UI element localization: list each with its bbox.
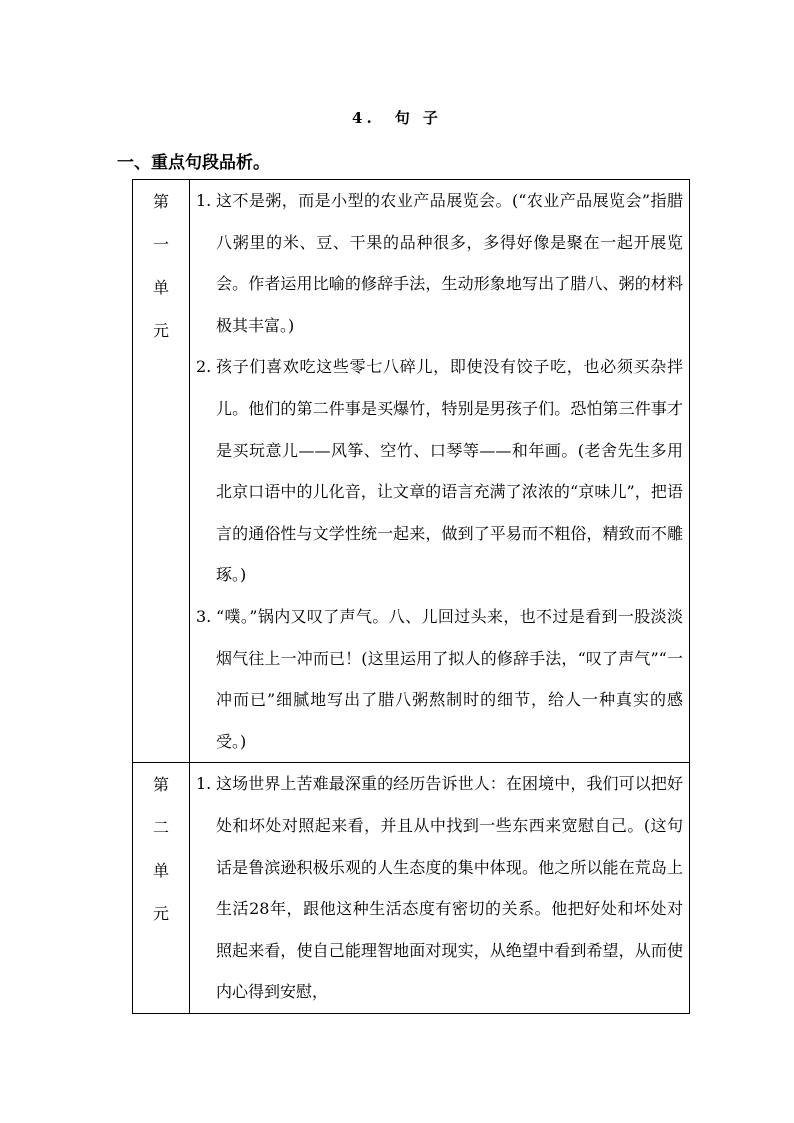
unit-label-char: 第 <box>152 775 169 795</box>
table-row <box>133 763 690 1014</box>
item-number: 1. <box>196 191 212 210</box>
unit-label-char: 元 <box>152 321 169 340</box>
sentence-item <box>196 596 683 762</box>
sentence-item <box>196 763 683 1013</box>
item-text: 孩子们喜欢吃这些零七八碎儿，即使没有饺子吃，也必须买杂拌儿。他们的第二件事是买爆竹，特别是男孩子们。恐怕第三件事才是买玩意儿——风筝、空竹、口琴等——和年画。(老舍先生多用北京口语中的儿化音，让文章的语言充满了浓浓的“京味儿”，把语言的通俗性与文学性统一起来，做到了平易而不粗俗，精致而不雕琢。) <box>216 357 683 585</box>
unit-label-char: 元 <box>152 904 169 924</box>
unit-label-char: 二 <box>152 818 169 838</box>
unit-content-cell <box>190 180 690 763</box>
unit-label-char: 单 <box>152 861 169 881</box>
table-row <box>133 180 690 763</box>
sentence-item <box>196 346 683 596</box>
page-title: 4. 句 子 <box>352 109 442 127</box>
unit-content-cell <box>190 763 690 1014</box>
item-number: 2. <box>196 357 212 377</box>
item-text: 这场世界上苦难最深重的经历告诉世人：在困境中，我们可以把好处和坏处对照起来看，并且从中找到一些东西来宽慰自己。(这句话是鲁滨逊积极乐观的人生态度的集中体现。他之所以能在荒岛上生活28年，跟他这种生活态度有密切的关系。他把好处和坏处对照起来看，使自己能理智地面对现实，从绝望中看到希望，从而使内心得到安慰， <box>216 774 683 1002</box>
item-number: 3. <box>196 606 212 626</box>
item-text: “噗。”锅内又叹了声气。八、儿回过头来，也不过是看到一股淡淡烟气往上一冲而已！(这里运用了拟人的修辞手法，“叹了声气”“一冲而已”细腻地写出了腊八粥熬制时的细节，给人一种真实的感受。) <box>216 606 683 751</box>
unit-label-char: 单 <box>152 278 169 297</box>
unit-label-char: 第 <box>152 192 169 211</box>
unit-label-cell <box>133 763 190 1014</box>
sentence-analysis-table <box>132 179 690 1014</box>
item-text: 这不是粥，而是小型的农业产品展览会。(“农业产品展览会”指腊八粥里的米、豆、干果的品种很多，多得好像是聚在一起开展览会。作者运用比喻的修辞手法，生动形象地写出了腊八、粥的材料极其丰富。) <box>216 191 683 335</box>
unit-label-char: 一 <box>152 235 169 254</box>
section-heading: 一、重点句段品析。 <box>117 153 270 173</box>
item-number: 1. <box>196 774 212 794</box>
unit-label-cell <box>133 180 190 763</box>
sentence-item <box>196 180 683 346</box>
